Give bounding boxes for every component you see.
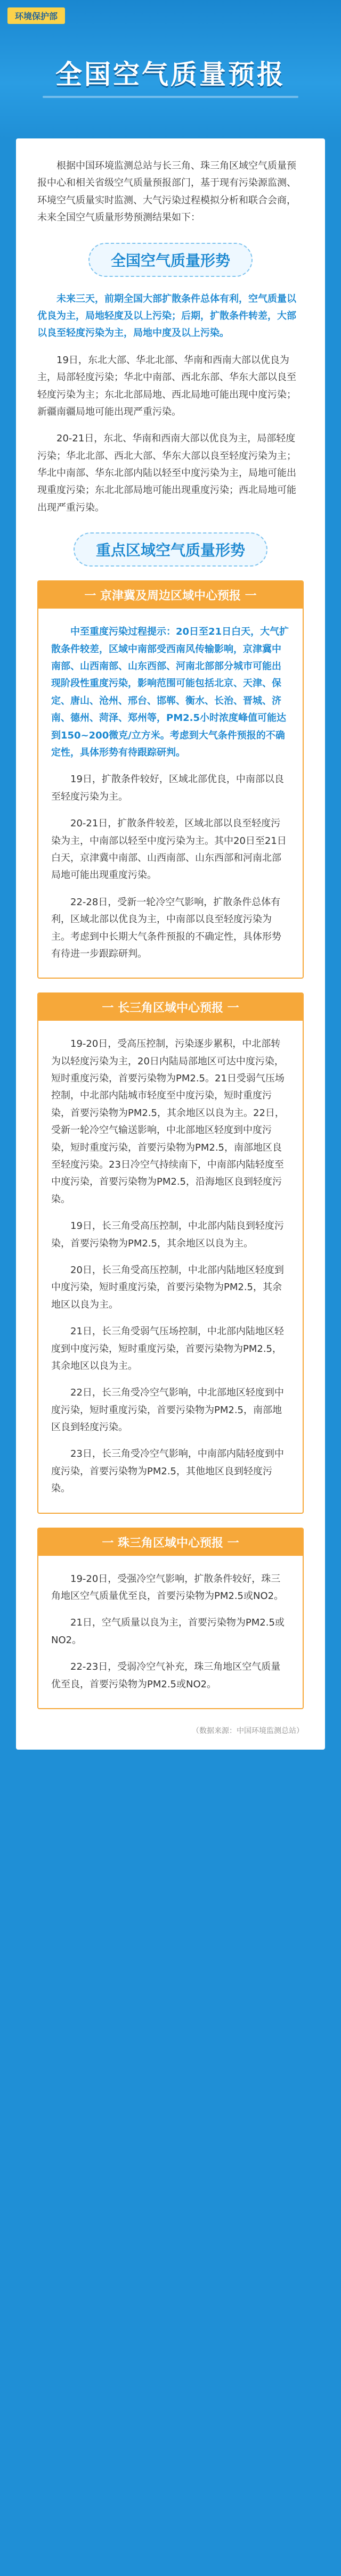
csj-day20: 20日，长三角受高压控制，中北部内陆地区轻度到中度污染，短时重度污染，首要污染物为PM2.5，其余地区以良为主。: [51, 1264, 284, 1310]
zsj-forecast-box: [37, 1528, 304, 1709]
jjj-box-title: 一 京津冀及周边区域中心预报 一: [38, 581, 303, 609]
zsj-day19-20: 19-20日，受强冷空气影响，扩散条件较好，珠三角地区空气质量优至良，首要污染物为PM2.5或NO2。: [51, 1573, 284, 1602]
page-title: 全国空气质量预报: [55, 59, 286, 90]
csj-box-title: 一 长三角区域中心预报 一: [38, 994, 303, 1021]
csj-forecast-box: [37, 992, 304, 1513]
csj-day21: 21日，长三角受弱气压场控制，中北部内陆地区轻度到中度污染，短时重度污染，首要污染物为PM2.5，其余地区以良为主。: [51, 1326, 284, 1372]
data-source-note: （数据来源：中国环境监测总站）: [192, 1727, 304, 1735]
jjj-alert: 中至重度污染过程提示：20日至21日白天，大气扩散条件较差，区域中南部受西南风传输影响，京津冀中南部、山西南部、山东西部、河南北部部分城市可能出现阶段性重度污染，影响范围可能包括北京、天津、保定、唐山、沧州、邢台、邯郸、衡水、长治、晋城、济南、德州、菏泽、郑州等，PM2.5小时浓度峰值可能达到150~200微克/立方米。考虑到大气条件预报的不确定性，具体形势有待跟踪研判。: [51, 626, 289, 758]
regional-title-wrap: [37, 532, 304, 567]
csj-day22: 22日，长三角受冷空气影响，中北部地区轻度到中度污染，短时重度污染，首要污染物为PM2.5，南部地区良到轻度污染。: [51, 1387, 284, 1433]
intro-text: 根据中国环境监测总站与长三角、珠三角区域空气质量预报中心和相关省级空气质量预报部门，基于现有污染源监测、环境空气质量实时监测、大气污染过程模拟分析和联合会商，未来全国空气质量形势预测结果如下：: [37, 160, 296, 224]
source-tag: 环境保护部: [7, 7, 65, 24]
zsj-day21: 21日，空气质量以良为主，首要污染物为PM2.5或NO2。: [51, 1617, 285, 1646]
jjj-day20-21: 20-21日，扩散条件较差，区域北部以良至轻度污染为主，中南部以轻至中度污染为主。其中20日至21日白天，京津冀中南部、山西南部、山东西部和河南北部局地可能出现重度污染。: [51, 818, 287, 881]
national-section-title: 全国空气质量形势: [88, 243, 253, 277]
zsj-box-title: 一 珠三角区域中心预报 一: [38, 1529, 303, 1556]
national-day20-21: 20-21日，东北、华南和西南大部以优良为主，局部轻度污染；华北北部、西北大部、华东大部以良至轻度污染为主；华北中南部、华东北部内陆以轻至中度污染为主，局地可能出现重度污染；东北北部局地可能出现重度污染；西北局地可能出现严重污染。: [37, 433, 296, 513]
national-day19: 19日，东北大部、华北北部、华南和西南大部以优良为主，局部轻度污染；华北中南部、西北东部、华东大部以良至轻度污染为主；东北北部局地、西北局地可能出现中度污染；新疆南疆局地可能出现严重污染。: [37, 354, 296, 417]
regional-section-title: 重点区域空气质量形势: [74, 532, 267, 567]
national-title-wrap: [37, 243, 304, 277]
jjj-day19: 19日，扩散条件较好，区域北部优良，中南部以良至轻度污染为主。: [51, 774, 284, 802]
title-underline: [43, 96, 298, 98]
national-summary: 未来三天，前期全国大部扩散条件总体有利，空气质量以优良为主，局地轻度及以上污染；后期，扩散条件转差，大部以良至轻度污染为主，局地中度及以上污染。: [37, 293, 296, 339]
bottom-spacer: [0, 1750, 341, 1771]
header-banner: [0, 0, 341, 138]
zsj-box-body: [38, 1556, 303, 1708]
jjj-box-body: [38, 609, 303, 978]
csj-box-body: [38, 1021, 303, 1512]
csj-overview: 19-20日，受高压控制，污染逐步累积，中北部转为以轻度污染为主，20日内陆局部地区可达中度污染，短时重度污染，首要污染物为PM2.5。21日受弱气压场控制，中北部内陆城市轻度至中度污染，短时重度污染，首要污染物为PM2.5，其余地区以良为主。22日，受新一轮冷空气输送影响，中北部地区轻度到中度污染，短时重度污染，首要污染物为PM2.5，南部地区良至轻度污染。23日冷空气持续南下，中南部内陆轻度至中度污染，首要污染物为PM2.5，沿海地区良到轻度污染。: [51, 1038, 285, 1205]
csj-day19: 19日，长三角受高压控制，中北部内陆良到轻度污染，首要污染物为PM2.5，其余地区以良为主。: [51, 1220, 284, 1249]
jjj-forecast-box: [37, 580, 304, 979]
csj-day23: 23日，长三角受冷空气影响，中南部内陆轻度到中度污染，首要污染物为PM2.5，其他地区良到轻度污染。: [51, 1448, 284, 1495]
content-panel: [16, 138, 325, 1750]
jjj-day22-28: 22-28日，受新一轮冷空气影响，扩散条件总体有利，区域北部以优良为主，中南部以良至轻度污染为主。考虑到中长期大气条件预报的不确定性，具体形势有待进一步跟踪研判。: [51, 896, 281, 959]
intro-section: [37, 158, 304, 227]
zsj-day22-23: 22-23日，受弱冷空气补充，珠三角地区空气质量优至良，首要污染物为PM2.5或NO2。: [51, 1661, 281, 1690]
